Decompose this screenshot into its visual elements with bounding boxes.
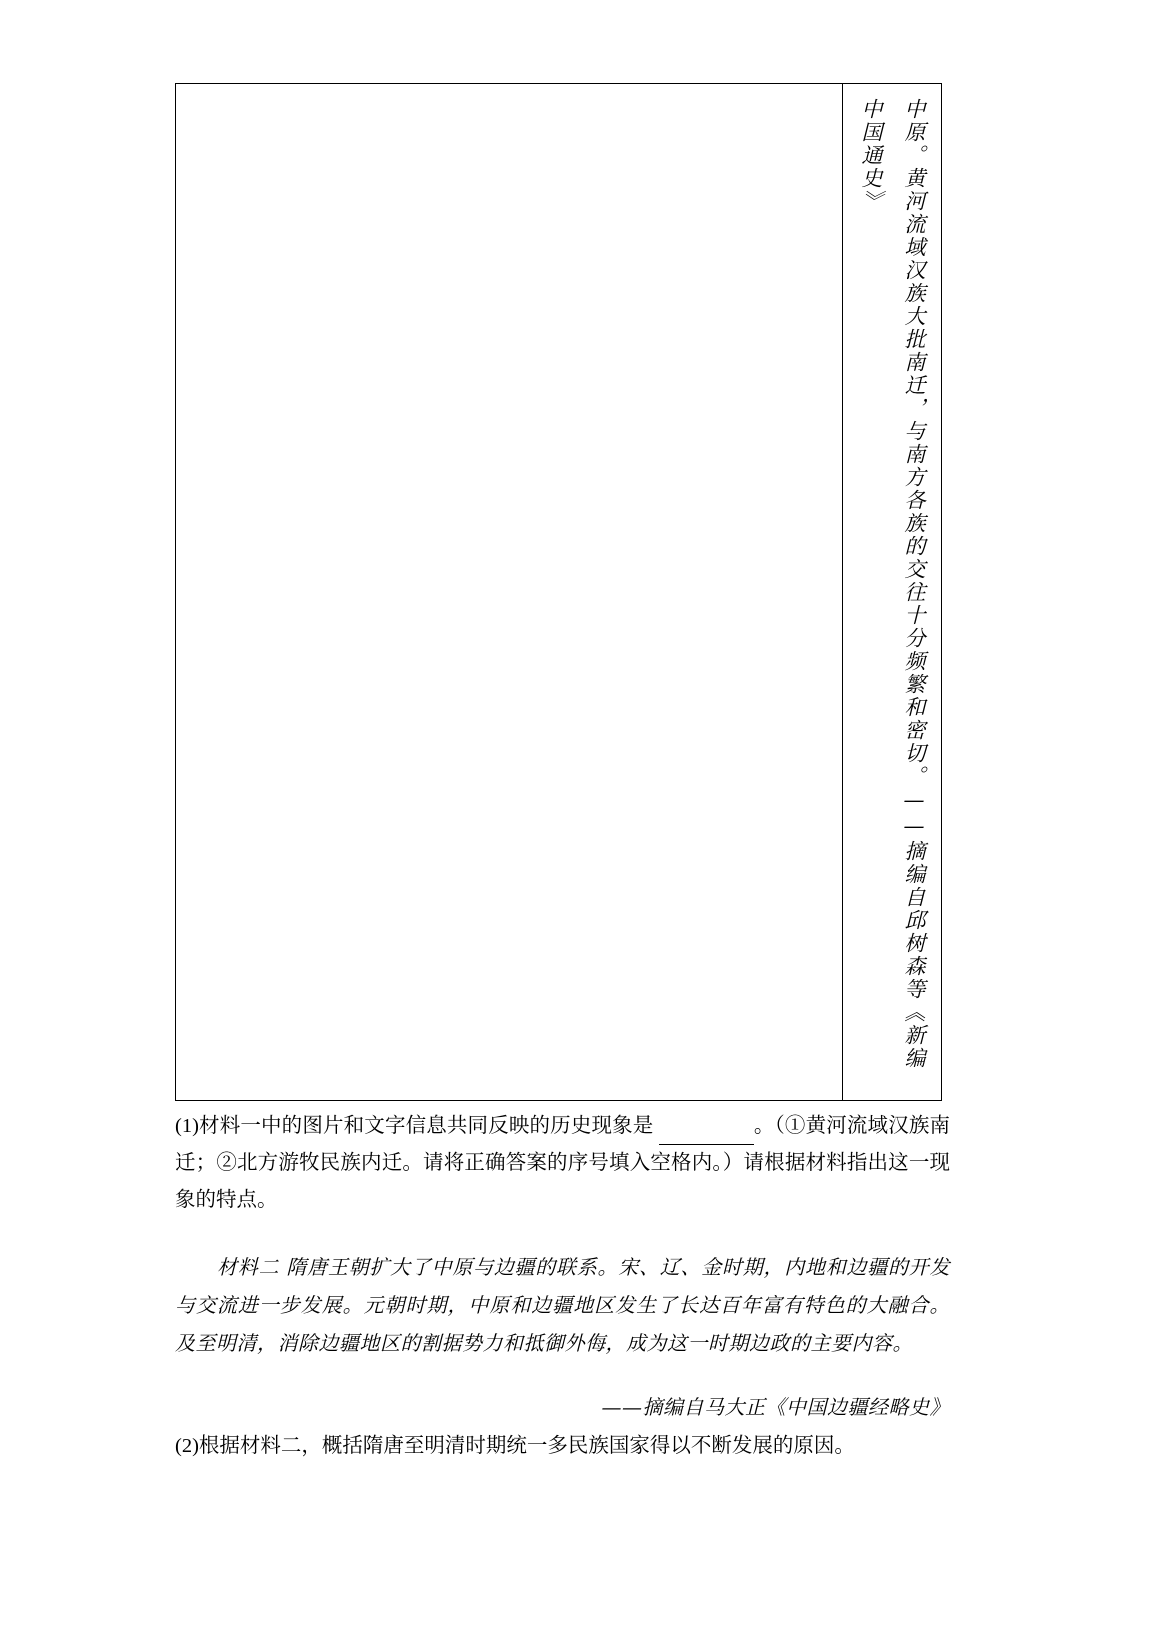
material-one-table bbox=[175, 83, 942, 1101]
material-one-vertical-text bbox=[849, 98, 935, 1083]
material-one-image-cell bbox=[176, 84, 843, 1100]
answer-blank[interactable] bbox=[659, 1126, 754, 1145]
question-one bbox=[175, 1108, 950, 1219]
material-one-source: ——摘编自邱树森等《新编中国通史》 bbox=[858, 98, 926, 1070]
material-two-paragraph: 材料二 隋唐王朝扩大了中原与边疆的联系。宋、辽、金时期，内地和边疆的开发与交流进一步发展。元朝时期，中原和边疆地区发生了长达百年富有特色的大融合。及至明清，消除边疆地区的割据势力和抵御外侮，成为这一时期边政的主要内容。 bbox=[175, 1255, 950, 1355]
material-one-quote: 中原。黄河流域汉族大批南迁，与南方各族的交往十分频繁和密切。 bbox=[902, 98, 926, 788]
material-one-text-cell bbox=[843, 84, 941, 1100]
question-two: (2)根据材料二，概括隋唐至明清时期统一多民族国家得以不断发展的原因。 bbox=[175, 1435, 855, 1457]
question-one-suffix: 。（①黄河流域汉族南迁；②北方游牧民族内迁。请将正确答案的序号填入空格内。）请根据材料指出这一现象的特点。 bbox=[175, 1115, 951, 1211]
material-two-source: ——摘编自马大正《中国边疆经略史》 bbox=[601, 1395, 950, 1419]
question-one-prefix: (1)材料一中的图片和文字信息共同反映的历史现象是 bbox=[175, 1115, 654, 1137]
